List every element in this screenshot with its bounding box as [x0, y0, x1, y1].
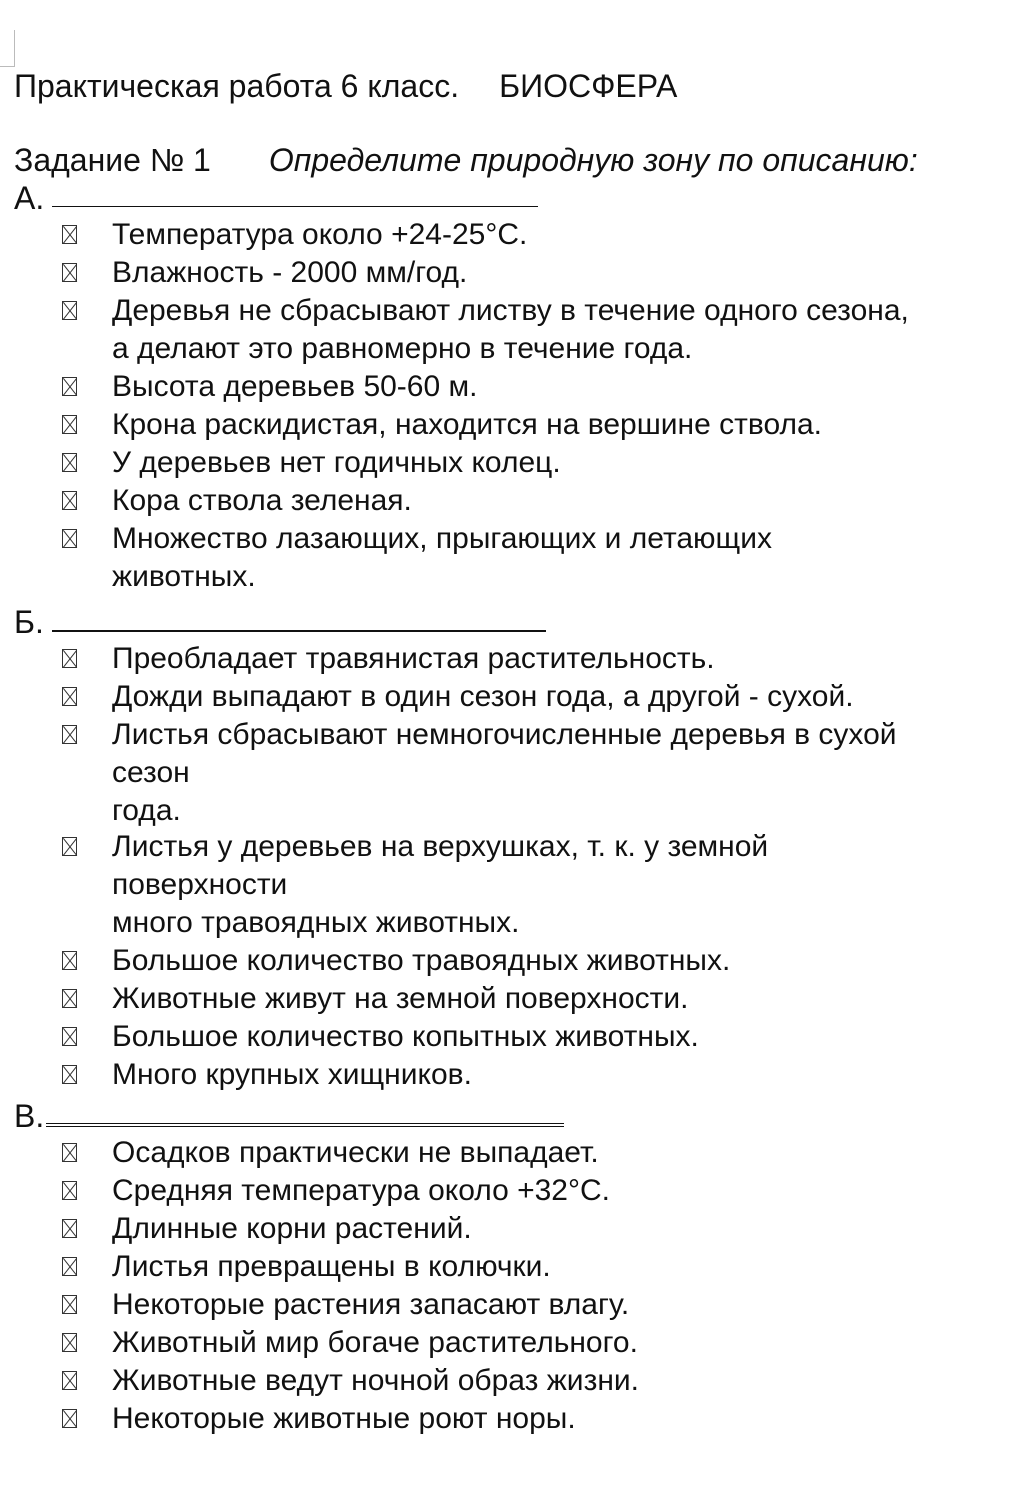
section-c-label: В.	[14, 1098, 45, 1134]
checkbox-bullet-icon	[62, 725, 77, 744]
task-instruction: Определите природную зону по описанию:	[268, 142, 918, 178]
item-text: Осадков практически не выпадает.	[112, 1136, 599, 1169]
checkbox-bullet-icon	[62, 377, 77, 396]
checkbox-bullet-icon	[62, 1181, 77, 1200]
worksheet-title	[14, 66, 677, 106]
checkbox-bullet-icon	[62, 649, 77, 668]
item-text: Влажность - 2000 мм/год.	[112, 256, 468, 289]
checkbox-bullet-icon	[62, 529, 77, 548]
checkbox-bullet-icon	[62, 1219, 77, 1238]
checkbox-bullet-icon	[62, 1027, 77, 1046]
checkbox-bullet-icon	[62, 1065, 77, 1084]
page-corner-mark	[0, 30, 15, 67]
checkbox-bullet-icon	[62, 263, 77, 282]
checkbox-bullet-icon	[62, 687, 77, 706]
item-text: Деревья не сбрасывают листву в течение одного сезона, а делают это равномерно в течение года.	[112, 294, 909, 365]
checkbox-bullet-icon	[62, 1295, 77, 1314]
task-heading	[14, 140, 918, 180]
checkbox-bullet-icon	[62, 301, 77, 320]
item-text: Животные живут на земной поверхности.	[112, 982, 689, 1015]
checkbox-bullet-icon	[62, 491, 77, 510]
item-text: Длинные корни растений.	[112, 1212, 472, 1245]
item-text: Листья сбрасывают немногочисленные деревья в сухой сезон года.	[112, 718, 897, 827]
section-a-answer-line[interactable]	[52, 206, 538, 207]
checkbox-bullet-icon	[62, 1143, 77, 1162]
section-c-answer-line[interactable]	[46, 1123, 564, 1127]
item-text: Множество лазающих, прыгающих и летающих животных.	[112, 522, 772, 593]
item-text: Листья у деревьев на верхушках, т. к. у земной поверхности много травоядных животных.	[112, 830, 769, 939]
item-text: Большое количество травоядных животных.	[112, 944, 731, 977]
item-text: Кора ствола зеленая.	[112, 484, 412, 517]
title-right: БИОСФЕРА	[499, 68, 678, 104]
checkbox-bullet-icon	[62, 837, 77, 856]
checkbox-bullet-icon	[62, 415, 77, 434]
section-b-answer-line[interactable]	[52, 630, 546, 632]
section-a-label: А.	[14, 180, 45, 216]
checkbox-bullet-icon	[62, 1257, 77, 1276]
item-text: Крона раскидистая, находится на вершине ствола.	[112, 408, 822, 441]
checkbox-bullet-icon	[62, 951, 77, 970]
item-text: Высота деревьев 50-60 м.	[112, 370, 478, 403]
item-text: Животный мир богаче растительного.	[112, 1326, 638, 1359]
checkbox-bullet-icon	[62, 453, 77, 472]
item-text: Животные ведут ночной образ жизни.	[112, 1364, 639, 1397]
checkbox-bullet-icon	[62, 1409, 77, 1428]
checkbox-bullet-icon	[62, 1371, 77, 1390]
item-text: Средняя температура около +32°С.	[112, 1174, 610, 1207]
section-b-label: Б.	[14, 604, 44, 640]
item-text: Много крупных хищников.	[112, 1058, 472, 1091]
checkbox-bullet-icon	[62, 989, 77, 1008]
checkbox-bullet-icon	[62, 1333, 77, 1352]
item-text: Листья превращены в колючки.	[112, 1250, 551, 1283]
title-left: Практическая работа 6 класс.	[14, 68, 460, 104]
item-text: Дожди выпадают в один сезон года, а другой - сухой.	[112, 680, 854, 713]
checkbox-bullet-icon	[62, 225, 77, 244]
item-text: Температура около +24-25°С.	[112, 218, 528, 251]
item-text: У деревьев нет годичных колец.	[112, 446, 561, 479]
item-text: Большое количество копытных животных.	[112, 1020, 699, 1053]
task-number: Задание № 1	[14, 142, 211, 178]
item-text: Некоторые растения запасают влагу.	[112, 1288, 630, 1321]
item-text: Некоторые животные роют норы.	[112, 1402, 576, 1435]
item-text: Преобладает травянистая растительность.	[112, 642, 715, 675]
